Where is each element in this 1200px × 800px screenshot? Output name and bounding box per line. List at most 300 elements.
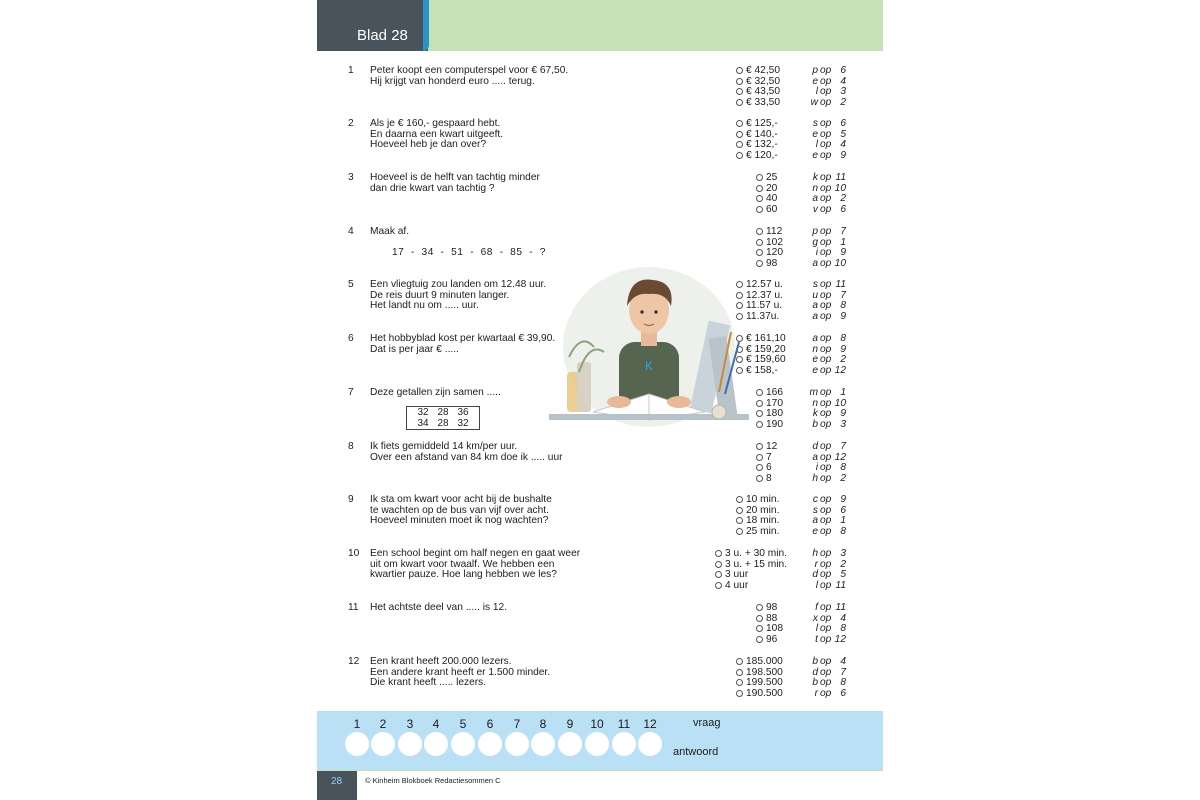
answer-box[interactable] xyxy=(345,732,369,756)
code-op: op xyxy=(820,441,832,452)
radio-button[interactable] xyxy=(736,141,743,148)
code-number: 9 xyxy=(840,149,846,161)
code-op: op xyxy=(820,623,832,635)
option-label: 3 u. + 30 min. xyxy=(725,548,788,559)
code-op: op xyxy=(820,408,832,420)
radio-button[interactable] xyxy=(736,99,743,106)
radio-button[interactable] xyxy=(736,120,743,127)
code-number: 1 xyxy=(840,387,846,398)
code-letter: h xyxy=(812,472,818,484)
code-op: op xyxy=(820,65,832,76)
code-op: op xyxy=(820,504,832,516)
code-op: op xyxy=(820,677,832,689)
radio-button[interactable] xyxy=(736,528,743,535)
radio-button[interactable] xyxy=(756,260,763,267)
code-op: op xyxy=(820,203,832,215)
code-op: op xyxy=(820,75,832,87)
question-number: 9 xyxy=(348,494,354,505)
code-op: op xyxy=(820,172,832,183)
question-text-line: Dat is per jaar € ..... xyxy=(370,343,459,355)
radio-button[interactable] xyxy=(756,400,763,407)
radio-button[interactable] xyxy=(756,206,763,213)
option-label: € 125,- xyxy=(746,118,778,129)
code-letter: s xyxy=(812,118,818,129)
option-label: 102 xyxy=(766,236,783,248)
question-number: 4 xyxy=(348,226,354,237)
code-letter: l xyxy=(815,623,818,635)
answer-box[interactable] xyxy=(638,732,662,756)
option-label: 108 xyxy=(766,623,783,635)
code-letter: a xyxy=(812,451,818,463)
option-label: 170 xyxy=(766,397,783,409)
code-number: 9 xyxy=(840,494,846,505)
radio-button[interactable] xyxy=(715,550,722,557)
question-text-line: Het achtste deel van ..... is 12. xyxy=(370,602,508,613)
question-text-line: Het landt nu om ..... uur. xyxy=(370,300,479,312)
code-number: 9 xyxy=(840,408,846,420)
answer-box[interactable] xyxy=(585,732,609,756)
radio-button[interactable] xyxy=(736,131,743,138)
answer-column-number: 9 xyxy=(566,717,574,731)
answer-column-number: 11 xyxy=(617,717,631,731)
code-op: op xyxy=(820,333,832,344)
code-op: op xyxy=(820,515,832,527)
option-label: 11.37u. xyxy=(746,310,780,322)
question-text-line: De reis duurt 9 minuten langer. xyxy=(370,289,510,301)
code-number: 5 xyxy=(840,569,846,581)
answer-box[interactable] xyxy=(451,732,475,756)
question-text-line: te wachten op de bus van vijf over acht. xyxy=(370,504,549,516)
option-label: 18 min. xyxy=(746,515,780,527)
question-text-line: Een vliegtuig zou landen om 12.48 uur. xyxy=(370,279,547,290)
code-number: 1 xyxy=(840,515,846,527)
code-number: 8 xyxy=(840,677,846,689)
code-letter: k xyxy=(812,408,818,420)
code-op: op xyxy=(820,86,832,98)
radio-button[interactable] xyxy=(736,152,743,159)
code-number: 11 xyxy=(835,602,846,613)
answer-box[interactable] xyxy=(505,732,529,756)
code-letter: a xyxy=(812,193,818,205)
radio-button[interactable] xyxy=(756,443,763,450)
code-letter: w xyxy=(810,96,818,108)
code-number: 7 xyxy=(840,226,846,237)
option-label: 96 xyxy=(766,633,778,645)
question-text xyxy=(370,495,670,527)
question-text-line: Hij krijgt van honderd euro ..... terug. xyxy=(370,75,535,87)
option-label: € 132,- xyxy=(746,139,778,151)
code-letter: l xyxy=(815,579,818,591)
code-op: op xyxy=(820,139,832,151)
radio-button[interactable] xyxy=(736,67,743,74)
code-op: op xyxy=(820,343,832,355)
code-letter: a xyxy=(812,310,818,322)
code-op: op xyxy=(820,96,832,108)
code-letter: n xyxy=(812,397,818,409)
question-text xyxy=(370,549,670,581)
radio-button[interactable] xyxy=(736,507,743,514)
answer-box[interactable] xyxy=(424,732,448,756)
answer-column-number: 8 xyxy=(539,717,547,731)
code-letter: x xyxy=(812,612,818,624)
question-text xyxy=(370,227,670,238)
option-label: € 158,- xyxy=(746,364,778,376)
option-label: € 43,50 xyxy=(746,86,780,98)
answer-box[interactable] xyxy=(531,732,555,756)
code-letter: e xyxy=(812,149,818,161)
option-label: 198.500 xyxy=(746,666,783,678)
code-letter: e xyxy=(812,128,818,140)
code-letter: g xyxy=(812,236,818,248)
question-number: 8 xyxy=(348,441,354,452)
radio-button[interactable] xyxy=(736,88,743,95)
code-number: 4 xyxy=(840,75,846,87)
code-number: 12 xyxy=(834,364,846,376)
antwoord-label: antwoord xyxy=(673,746,719,758)
option-label: 12.37 u. xyxy=(746,289,783,301)
question-text-line: Over een afstand van 84 km doe ik ..... uur xyxy=(370,451,563,463)
code-number: 11 xyxy=(835,172,846,183)
answer-column-number: 3 xyxy=(406,717,414,731)
code-number: 11 xyxy=(835,279,846,290)
code-op: op xyxy=(820,226,832,237)
option-label: 120 xyxy=(766,247,783,259)
number-grid-cell: 34 xyxy=(417,418,429,429)
code-op: op xyxy=(820,193,832,205)
code-number: 6 xyxy=(840,203,846,215)
radio-button[interactable] xyxy=(756,174,763,181)
radio-button[interactable] xyxy=(756,249,763,256)
code-letter: p xyxy=(812,226,818,237)
radio-button[interactable] xyxy=(756,421,763,428)
code-op: op xyxy=(820,300,832,312)
boy-reading-illustration xyxy=(549,262,749,432)
code-letter: b xyxy=(812,418,818,430)
number-grid xyxy=(406,406,480,430)
code-number: 3 xyxy=(840,548,846,559)
code-op: op xyxy=(820,387,832,398)
radio-button[interactable] xyxy=(715,571,722,578)
radio-button[interactable] xyxy=(736,658,743,665)
radio-button[interactable] xyxy=(736,669,743,676)
radio-button[interactable] xyxy=(756,604,763,611)
question-text-line: Die krant heeft ..... lezers. xyxy=(370,677,487,689)
code-number: 2 xyxy=(840,193,846,205)
option-label: 3 uur xyxy=(725,569,749,581)
answer-column-number: 12 xyxy=(643,717,657,731)
code-number: 7 xyxy=(840,289,846,301)
option-label: 7 xyxy=(766,451,772,463)
code-letter: n xyxy=(812,182,818,194)
code-op: op xyxy=(820,687,832,699)
code-number: 5 xyxy=(840,128,846,140)
shirt-letter: K xyxy=(644,359,654,373)
code-number: 6 xyxy=(840,118,846,129)
code-letter: a xyxy=(812,333,818,344)
radio-button[interactable] xyxy=(736,690,743,697)
option-label: 190 xyxy=(766,418,783,430)
question-number: 6 xyxy=(348,333,354,344)
option-label: 12.57 u. xyxy=(746,279,783,290)
number-grid-cell: 32 xyxy=(457,418,469,429)
code-number: 8 xyxy=(840,333,846,344)
number-grid-row xyxy=(407,407,479,418)
question-text-line: Een andere krant heeft er 1.500 minder. xyxy=(370,666,551,678)
code-op: op xyxy=(820,548,832,559)
code-number: 10 xyxy=(834,257,846,269)
code-letter: f xyxy=(815,602,818,613)
code-number: 8 xyxy=(840,525,846,537)
code-op: op xyxy=(820,462,832,474)
radio-button[interactable] xyxy=(756,389,763,396)
code-letter: r xyxy=(814,687,818,699)
code-letter: b xyxy=(812,656,818,667)
code-number: 4 xyxy=(840,139,846,151)
radio-button[interactable] xyxy=(756,228,763,235)
radio-button[interactable] xyxy=(756,636,763,643)
radio-button[interactable] xyxy=(736,496,743,503)
code-number: 2 xyxy=(840,472,846,484)
code-op: op xyxy=(820,633,832,645)
code-letter: e xyxy=(812,75,818,87)
radio-button[interactable] xyxy=(715,561,722,568)
code-op: op xyxy=(820,579,832,591)
code-letter: k xyxy=(812,172,818,183)
option-label: € 159,60 xyxy=(746,354,786,366)
footer-divider xyxy=(317,770,883,771)
option-label: 11.57 u. xyxy=(746,300,783,312)
question-text xyxy=(370,66,670,87)
option-label: 25 xyxy=(766,172,778,183)
code-letter: e xyxy=(812,525,818,537)
option-label: € 120,- xyxy=(746,149,778,161)
code-letter: i xyxy=(815,462,818,474)
option-label: 180 xyxy=(766,408,783,420)
code-number: 8 xyxy=(840,462,846,474)
page-number: 28 xyxy=(331,776,343,787)
code-number: 7 xyxy=(840,441,846,452)
option-label: 166 xyxy=(766,387,783,398)
option-label: 60 xyxy=(766,203,778,215)
option-label: 10 min. xyxy=(746,494,780,505)
question-number: 5 xyxy=(348,279,354,290)
code-letter: c xyxy=(812,494,818,505)
answer-column-number: 1 xyxy=(353,717,361,731)
answer-box[interactable] xyxy=(398,732,422,756)
answer-grid xyxy=(317,711,883,770)
code-letter: p xyxy=(812,65,818,76)
code-number: 9 xyxy=(840,343,846,355)
code-op: op xyxy=(820,558,832,570)
question-number: 12 xyxy=(348,656,360,667)
code-letter: d xyxy=(812,666,818,678)
question-text-line: Het hobbyblad kost per kwartaal € 39,90. xyxy=(370,333,556,344)
option-label: 88 xyxy=(766,612,778,624)
code-letter: r xyxy=(814,558,818,570)
code-number: 9 xyxy=(840,247,846,259)
code-letter: b xyxy=(812,677,818,689)
answer-column-number: 5 xyxy=(459,717,467,731)
question-text-line: En daarna een kwart uitgeeft. xyxy=(370,128,504,140)
code-op: op xyxy=(820,602,832,613)
answer-column-number: 7 xyxy=(513,717,521,731)
code-letter: d xyxy=(812,441,818,452)
answer-box[interactable] xyxy=(478,732,502,756)
code-op: op xyxy=(820,310,832,322)
code-letter: e xyxy=(812,354,818,366)
number-sequence: 17 - 34 - 51 - 68 - 85 - ? xyxy=(392,247,546,258)
option-label: 20 xyxy=(766,182,778,194)
radio-button[interactable] xyxy=(736,78,743,85)
code-op: op xyxy=(820,569,832,581)
option-label: 98 xyxy=(766,602,778,613)
code-number: 11 xyxy=(835,579,846,591)
code-number: 6 xyxy=(840,504,846,516)
answer-box[interactable] xyxy=(558,732,582,756)
number-grid-cell: 28 xyxy=(437,407,449,418)
answer-box[interactable] xyxy=(371,732,395,756)
code-letter: a xyxy=(812,515,818,527)
radio-button[interactable] xyxy=(756,195,763,202)
code-op: op xyxy=(820,666,832,678)
option-label: 185.000 xyxy=(746,656,783,667)
code-op: op xyxy=(820,236,832,248)
code-number: 6 xyxy=(840,687,846,699)
answer-column-number: 4 xyxy=(432,717,440,731)
code-op: op xyxy=(820,118,832,129)
code-letter: e xyxy=(812,364,818,376)
code-letter: a xyxy=(812,257,818,269)
code-number: 7 xyxy=(840,666,846,678)
code-op: op xyxy=(820,525,832,537)
code-letter: s xyxy=(812,504,818,516)
code-op: op xyxy=(820,247,832,259)
question-text-line: Maak af. xyxy=(370,226,410,237)
code-number: 4 xyxy=(840,612,846,624)
option-label: € 33,50 xyxy=(746,96,780,108)
question-text-line: Als je € 160,- gespaard hebt. xyxy=(370,118,501,129)
code-op: op xyxy=(820,397,832,409)
radio-button[interactable] xyxy=(756,615,763,622)
question-number: 7 xyxy=(348,387,354,398)
question-text-line: Ik fiets gemiddeld 14 km/per uur. xyxy=(370,441,518,452)
option-label: 12 xyxy=(766,441,778,452)
code-letter: l xyxy=(815,86,818,98)
option-label: 8 xyxy=(766,472,772,484)
number-grid-cell: 32 xyxy=(417,407,429,418)
question-text-line: Hoeveel is de helft van tachtig minder xyxy=(370,172,540,183)
code-number: 2 xyxy=(840,96,846,108)
question-number: 10 xyxy=(348,548,360,559)
code-op: op xyxy=(820,472,832,484)
code-op: op xyxy=(820,279,832,290)
option-label: € 32,50 xyxy=(746,75,780,87)
option-label: € 42,50 xyxy=(746,65,780,76)
code-letter: d xyxy=(812,569,818,581)
radio-button[interactable] xyxy=(715,582,722,589)
question-text xyxy=(370,657,670,689)
option-label: 25 min. xyxy=(746,525,780,537)
header-accent xyxy=(423,0,429,51)
code-number: 9 xyxy=(840,310,846,322)
code-op: op xyxy=(820,451,832,463)
option-label: 20 min. xyxy=(746,504,780,516)
code-letter: t xyxy=(815,633,818,645)
radio-button[interactable] xyxy=(756,454,763,461)
option-label: € 140,- xyxy=(746,128,778,140)
code-letter: l xyxy=(815,139,818,151)
code-number: 2 xyxy=(840,354,846,366)
option-label: 40 xyxy=(766,193,778,205)
option-label: € 161,10 xyxy=(746,333,786,344)
question-number: 2 xyxy=(348,118,354,129)
code-op: op xyxy=(820,612,832,624)
radio-button[interactable] xyxy=(756,239,763,246)
question-text xyxy=(370,603,670,614)
code-letter: v xyxy=(812,203,818,215)
code-op: op xyxy=(820,418,832,430)
code-letter: i xyxy=(815,247,818,259)
code-number: 4 xyxy=(840,656,846,667)
code-letter: a xyxy=(812,300,818,312)
radio-button[interactable] xyxy=(756,185,763,192)
question-number: 11 xyxy=(348,602,359,613)
code-op: op xyxy=(820,656,832,667)
code-op: op xyxy=(820,289,832,301)
code-number: 2 xyxy=(840,558,846,570)
option-label: 199.500 xyxy=(746,677,783,689)
number-grid-cell: 28 xyxy=(437,418,449,429)
question-text-line: Een krant heeft 200.000 lezers. xyxy=(370,656,512,667)
answer-column-number: 10 xyxy=(590,717,604,731)
code-letter: n xyxy=(812,343,818,355)
radio-button[interactable] xyxy=(736,679,743,686)
code-op: op xyxy=(820,182,832,194)
code-number: 1 xyxy=(840,236,846,248)
code-number: 12 xyxy=(834,451,846,463)
radio-button[interactable] xyxy=(736,517,743,524)
radio-button[interactable] xyxy=(756,475,763,482)
option-label: 4 uur xyxy=(725,579,749,591)
question-text xyxy=(370,442,670,463)
radio-button[interactable] xyxy=(756,625,763,632)
code-number: 10 xyxy=(834,182,846,194)
question-text-line: Hoeveel minuten moet ik nog wachten? xyxy=(370,515,549,527)
code-op: op xyxy=(820,354,832,366)
option-label: 112 xyxy=(766,226,783,237)
option-label: 98 xyxy=(766,257,778,269)
answer-box[interactable] xyxy=(612,732,636,756)
code-letter: m xyxy=(809,387,818,398)
code-op: op xyxy=(820,494,832,505)
number-grid-cell: 36 xyxy=(457,407,469,418)
question-text xyxy=(370,173,670,194)
sheet-title: Blad 28 xyxy=(357,27,408,44)
code-op: op xyxy=(820,149,832,161)
code-number: 3 xyxy=(840,418,846,430)
worksheet-page xyxy=(317,0,883,800)
number-grid-row xyxy=(407,418,479,429)
question-number: 1 xyxy=(348,65,354,76)
radio-button[interactable] xyxy=(756,464,763,471)
code-op: op xyxy=(820,364,832,376)
copyright-text: © Kinheim Blokboek Redactiesommen C xyxy=(365,776,501,785)
radio-button[interactable] xyxy=(756,410,763,417)
question-text-line: Ik sta om kwart voor acht bij de bushalte xyxy=(370,494,552,505)
code-letter: s xyxy=(812,279,818,290)
option-label: € 159,20 xyxy=(746,343,786,355)
code-letter: u xyxy=(812,289,818,301)
